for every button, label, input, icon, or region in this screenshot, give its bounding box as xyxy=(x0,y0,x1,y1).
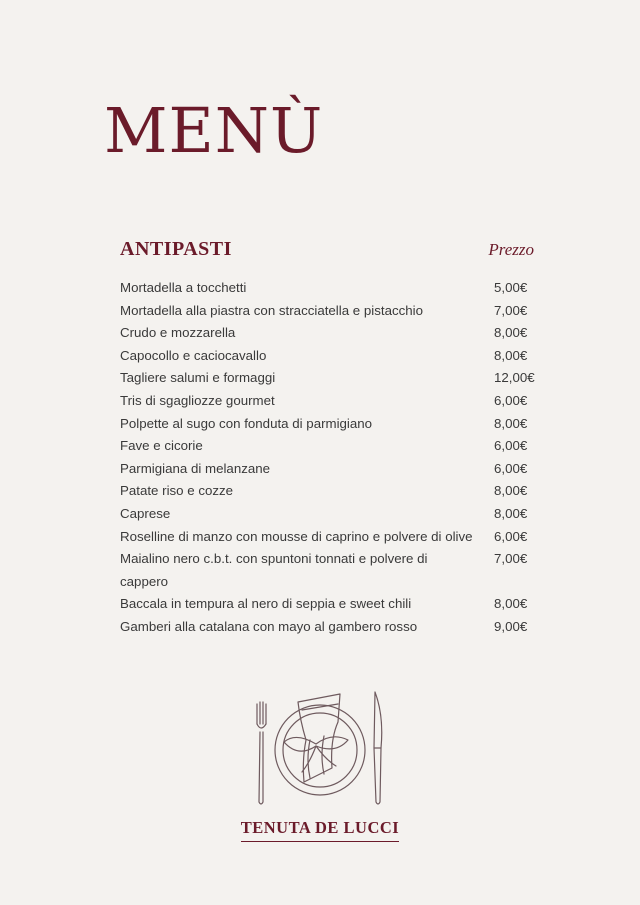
menu-item xyxy=(120,503,540,526)
menu-item-price: 12,00€ xyxy=(494,370,535,386)
menu-item-price: 8,00€ xyxy=(494,596,528,612)
menu-item xyxy=(120,458,540,481)
menu-item-name: Mortadella a tocchetti xyxy=(120,280,247,295)
menu-item xyxy=(120,367,540,390)
menu-item-name: Patate riso e cozze xyxy=(120,483,234,499)
menu-item xyxy=(120,413,540,436)
knife-icon xyxy=(374,692,382,804)
menu-item xyxy=(120,345,540,368)
menu-item-price: 7,00€ xyxy=(494,302,528,318)
napkin-icon xyxy=(284,694,348,782)
menu-item xyxy=(120,593,540,616)
section-header xyxy=(120,238,540,261)
menu-item-price: 8,00€ xyxy=(494,325,528,341)
menu-item-name: Maialino nero c.b.t. con spuntoni tonnati e polvere di cappero xyxy=(120,551,428,589)
menu-item xyxy=(120,277,540,300)
page-title: MENÙ xyxy=(104,94,324,167)
menu-item xyxy=(120,322,540,345)
plate-fork-knife-icon xyxy=(240,680,400,815)
menu-item-price: 9,00€ xyxy=(494,618,528,634)
menu-item-price: 6,00€ xyxy=(494,460,528,476)
menu-item-price: 8,00€ xyxy=(494,415,528,431)
menu-item-name: Polpette al sugo con fonduta di parmigiano xyxy=(120,415,373,431)
menu-item xyxy=(120,390,540,413)
menu-item-price: 6,00€ xyxy=(494,528,528,544)
menu-item xyxy=(120,300,540,323)
menu-item-list xyxy=(120,277,540,639)
menu-item-name: Roselline di manzo con mousse di caprino e polvere di olive xyxy=(120,528,473,544)
plate-icon xyxy=(275,705,365,795)
menu-item-price: 8,00€ xyxy=(494,483,528,499)
menu-item-price: 5,00€ xyxy=(494,280,528,295)
menu-item-price: 6,00€ xyxy=(494,438,528,454)
section-title: ANTIPASTI xyxy=(120,238,232,260)
price-column-header: Prezzo xyxy=(488,240,534,259)
menu-item-price: 8,00€ xyxy=(494,505,528,521)
menu-item-name: Crudo e mozzarella xyxy=(120,325,236,341)
menu-item-name: Fave e cicorie xyxy=(120,438,203,454)
fork-icon xyxy=(257,702,266,804)
brand-footer xyxy=(0,818,640,842)
menu-item xyxy=(120,435,540,458)
menu-item xyxy=(120,480,540,503)
menu-item-price: 6,00€ xyxy=(494,392,528,408)
menu-item-name: Mortadella alla piastra con stracciatella e pistacchio xyxy=(120,302,424,318)
menu-item-price: 8,00€ xyxy=(494,347,528,363)
menu-item xyxy=(120,616,540,639)
menu-item-name: Parmigiana di melanzane xyxy=(120,460,271,476)
menu-item-name: Caprese xyxy=(120,505,171,521)
menu-item-name: Tris di sgagliozze gourmet xyxy=(120,392,275,408)
menu-item xyxy=(120,526,540,549)
menu-section xyxy=(120,238,540,639)
menu-item xyxy=(120,548,540,593)
menu-item-price: 7,00€ xyxy=(494,551,528,567)
brand-name: TENUTA DE LUCCI xyxy=(241,818,399,842)
menu-item-name: Gamberi alla catalana con mayo al gambero rosso xyxy=(120,618,418,634)
menu-item-name: Capocollo e caciocavallo xyxy=(120,347,267,363)
menu-item-name: Tagliere salumi e formaggi xyxy=(120,370,276,386)
menu-item-name: Baccala in tempura al nero di seppia e sweet chili xyxy=(120,596,412,612)
